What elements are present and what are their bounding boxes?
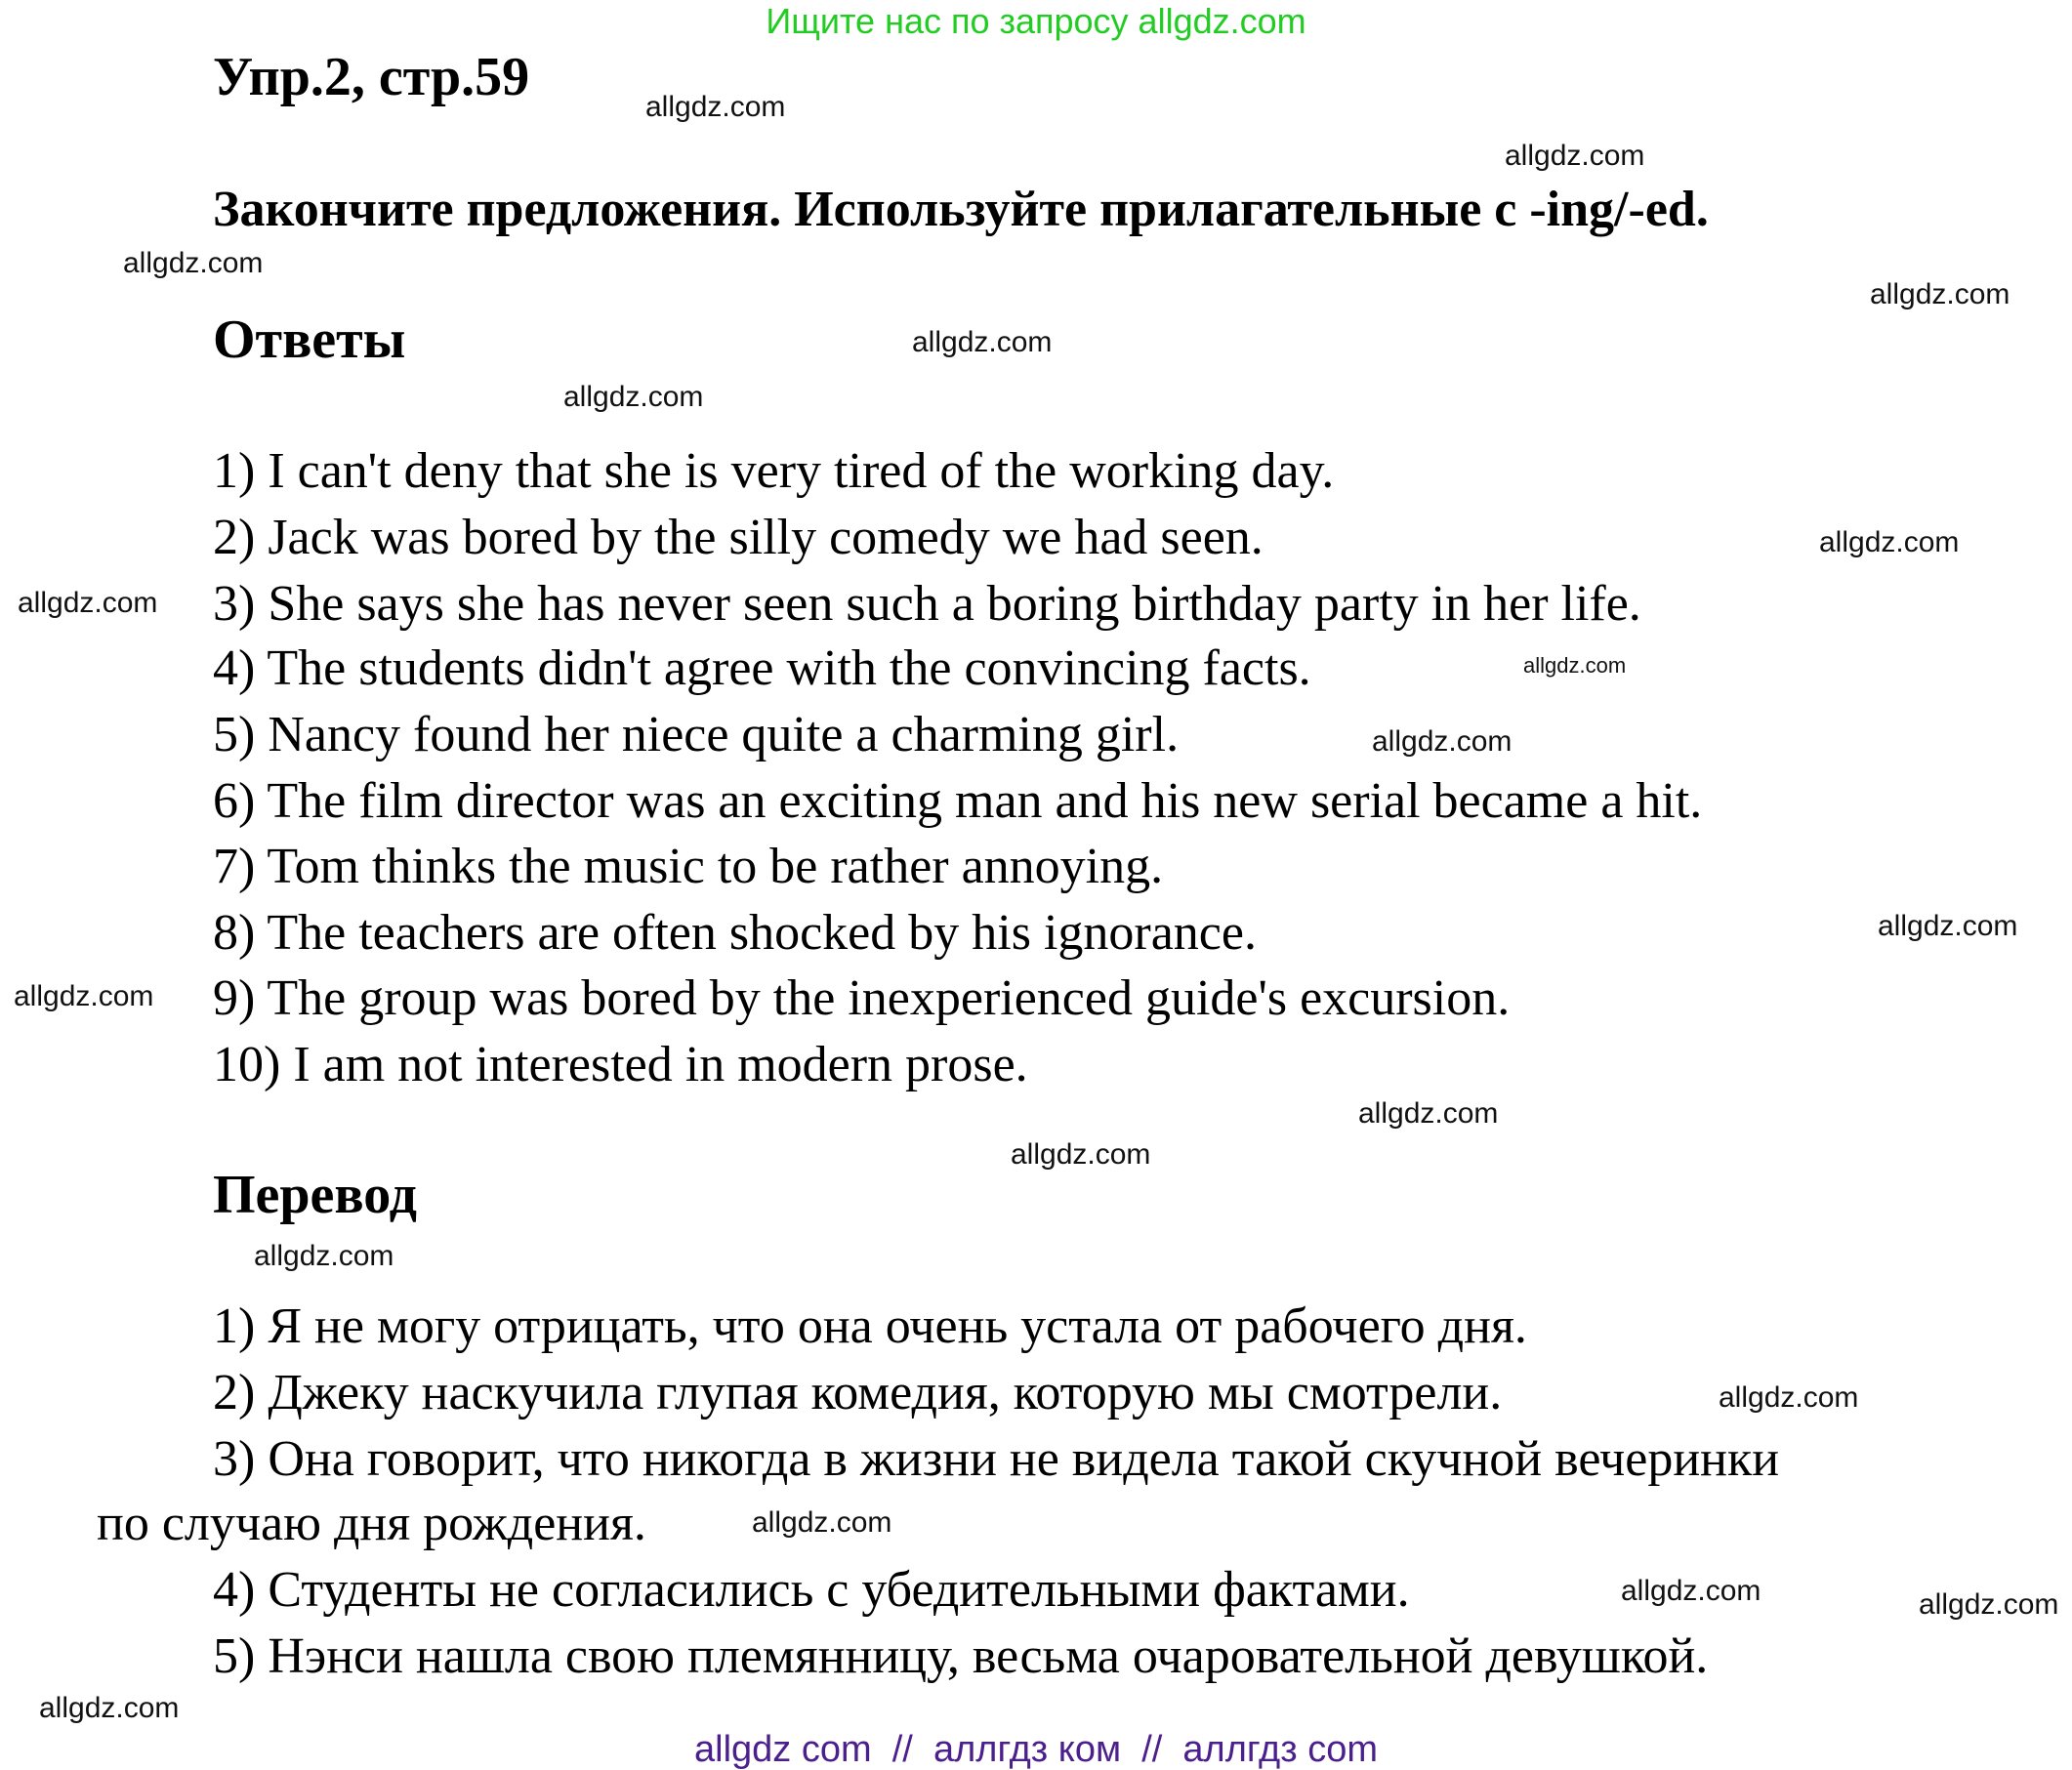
translation-line: 5) Нэнси нашла свою племянницу, весьма очаровательной девушкой.	[213, 1628, 1709, 1684]
footer-links: allgdz com // аллгдз ком // аллгдз com	[694, 1729, 1378, 1770]
answer-line: 5) Nancy found her niece quite a charming girl.	[213, 707, 1180, 762]
watermark: allgdz.com	[1358, 1097, 1499, 1130]
watermark: allgdz.com	[1870, 278, 2010, 310]
answer-line: 3) She says she has never seen such a boring birthday party in her life.	[213, 576, 1641, 632]
watermark: allgdz.com	[14, 980, 154, 1012]
answer-line: 10) I am not interested in modern prose.	[213, 1037, 1028, 1092]
watermark: allgdz.com	[39, 1692, 180, 1724]
watermark: allgdz.com	[254, 1240, 394, 1272]
watermark: allgdz.com	[1919, 1588, 2059, 1621]
answer-line: 9) The group was bored by the inexperienced guide's excursion.	[213, 970, 1511, 1026]
answers-heading: Ответы	[213, 309, 406, 370]
translation-line: по случаю дня рождения.	[97, 1496, 646, 1551]
watermark: allgdz.com	[912, 326, 1053, 358]
translation-line: 1) Я не могу отрицать, что она очень устала от рабочего дня.	[213, 1298, 1527, 1354]
translation-line: 3) Она говорит, что никогда в жизни не видела такой скучной вечеринки	[213, 1431, 1780, 1487]
translation-heading: Перевод	[213, 1165, 417, 1225]
watermark: allgdz.com	[1372, 725, 1513, 758]
watermark: allgdz.com	[123, 247, 264, 279]
watermark: allgdz.com	[752, 1506, 892, 1539]
translation-line: 2) Джеку наскучила глупая комедия, которую мы смотрели.	[213, 1365, 1503, 1420]
watermark: allgdz.com	[563, 381, 704, 413]
watermark: allgdz.com	[1523, 653, 1627, 678]
instruction: Закончите предложения. Используйте прилагательные с -ing/-ed.	[213, 182, 1709, 237]
page-title: Упр.2, стр.59	[213, 47, 530, 107]
translation-line: 4) Студенты не согласились с убедительными фактами.	[213, 1562, 1410, 1618]
watermark: allgdz.com	[645, 91, 786, 123]
answer-line: 6) The film director was an exciting man and his new serial became a hit.	[213, 773, 1703, 829]
answer-line: 2) Jack was bored by the silly comedy we had seen.	[213, 510, 1264, 565]
watermark: allgdz.com	[1505, 140, 1645, 172]
answer-line: 7) Tom thinks the music to be rather annoying.	[213, 839, 1164, 894]
answer-line: 4) The students didn't agree with the convincing facts.	[213, 640, 1311, 696]
watermark: allgdz.com	[1719, 1381, 1859, 1414]
watermark: allgdz.com	[1011, 1138, 1151, 1171]
answer-line: 8) The teachers are often shocked by his ignorance.	[213, 905, 1257, 961]
answer-line: 1) I can't deny that she is very tired of the working day.	[213, 443, 1335, 499]
watermark: allgdz.com	[1621, 1575, 1761, 1607]
watermark: allgdz.com	[1878, 910, 2018, 942]
header-banner: Ищите нас по запросу allgdz.com	[766, 1, 1306, 41]
watermark: allgdz.com	[18, 587, 158, 619]
watermark: allgdz.com	[1819, 526, 1960, 558]
